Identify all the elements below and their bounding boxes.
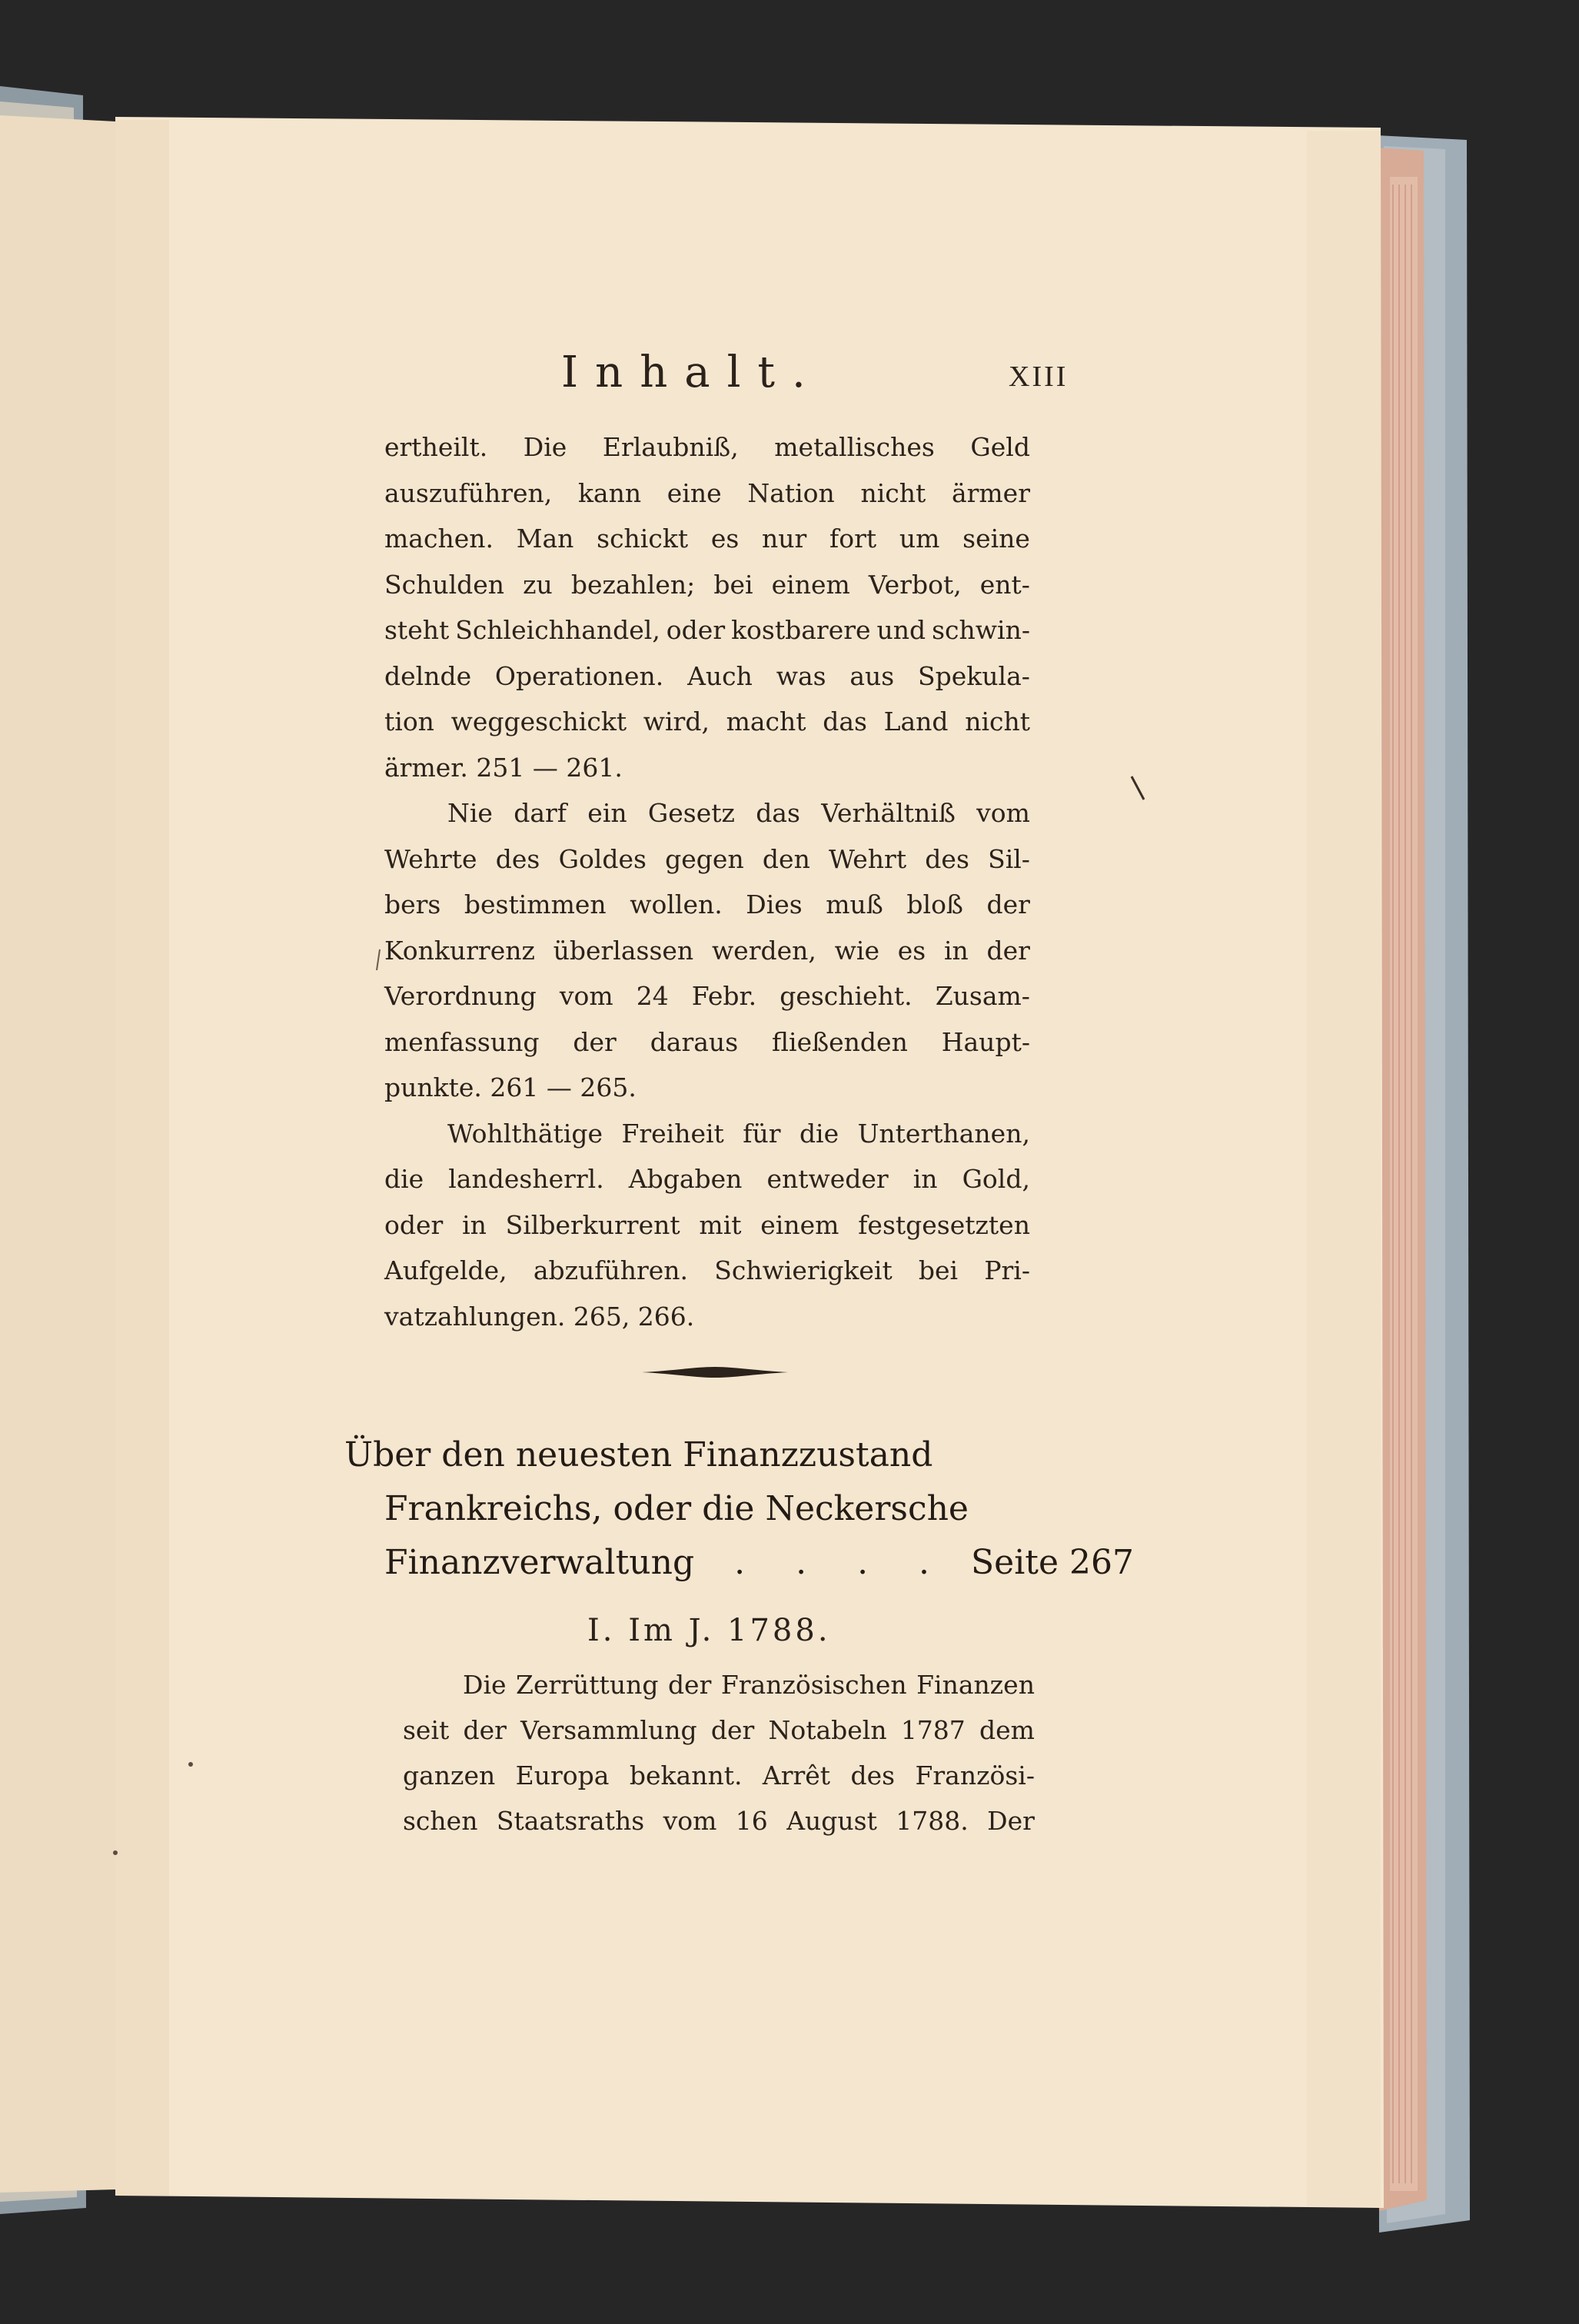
text-line: delnde Operationen. Auch was aus Spekula- <box>384 660 1030 691</box>
text-line: Wohlthätige Freiheit für die Unterthanen, <box>447 1118 1030 1149</box>
text-line: schen Staatsraths vom 16 August 1788. Der <box>403 1806 1035 1836</box>
text-line: ganzen Europa bekannt. Arrêt des Französi- <box>403 1760 1035 1790</box>
ornamental-rule <box>642 1362 788 1382</box>
text-line: ärmer. 251 — 261. <box>384 752 623 783</box>
text-line: tion weggeschickt wird, macht das Land nicht <box>384 707 1030 736</box>
section-title-text: Finanzverwaltung <box>384 1543 695 1582</box>
text-line: vatzahlungen. 265, 266. <box>384 1301 695 1332</box>
toc-entries <box>384 424 1030 1339</box>
text-line: seit der Versammlung der Notabeln 1787 dem <box>403 1715 1035 1745</box>
text-line: oder in Silberkurrent mit einem festgesetzten <box>384 1209 1030 1240</box>
chapter-subheading: I. Im J. 1788. <box>587 1613 831 1648</box>
section-page-ref: Seite 267 <box>971 1543 1134 1582</box>
section-title-line: Über den neuesten Finanzzustand <box>344 1435 933 1475</box>
page-number: XIII <box>1009 361 1069 393</box>
section-heading <box>344 1428 1134 1590</box>
text-line: Schulden zu bezahlen; bei einem Verbot, ent- <box>384 569 1030 600</box>
text-line: auszuführen, kann eine Nation nicht ärmer <box>384 477 1030 508</box>
text-line: Wehrte des Goldes gegen den Wehrt des Sil- <box>384 843 1030 874</box>
leader-dots: . . . . <box>734 1543 950 1582</box>
section-summary <box>403 1662 1035 1844</box>
text-line: Die Zerrüttung der Französischen Finanzen <box>463 1670 1035 1700</box>
text-line: menfassung der daraus fließenden Haupt- <box>384 1026 1030 1057</box>
text-line: Konkurrenz überlassen werden, wie es in der <box>384 935 1030 966</box>
text-line: punkte. 261 — 265. <box>384 1072 637 1102</box>
text-line: Nie darf ein Gesetz das Verhältniß vom <box>447 798 1030 828</box>
running-head-title: Inhalt. <box>561 347 823 397</box>
text-line: die landesherrl. Abgaben entweder in Gold, <box>384 1164 1030 1194</box>
section-title-line: Frankreichs, oder die Neckersche <box>384 1489 969 1528</box>
text-line: bers bestimmen wollen. Dies muß bloß der <box>384 889 1030 919</box>
text-line: Verordnung vom 24 Febr. geschieht. Zusam- <box>384 981 1030 1011</box>
text-line: machen. Man schickt es nur fort um seine <box>384 524 1030 554</box>
text-line: steht Schleichhandel, oder kostbarere und schwin- <box>384 615 1030 645</box>
text-line: Aufgelde, abzuführen. Schwierigkeit bei Pri- <box>384 1255 1030 1285</box>
section-title-line <box>344 1536 1134 1590</box>
text-line: ertheilt. Die Erlaubniß, metallisches Geld <box>384 432 1030 462</box>
